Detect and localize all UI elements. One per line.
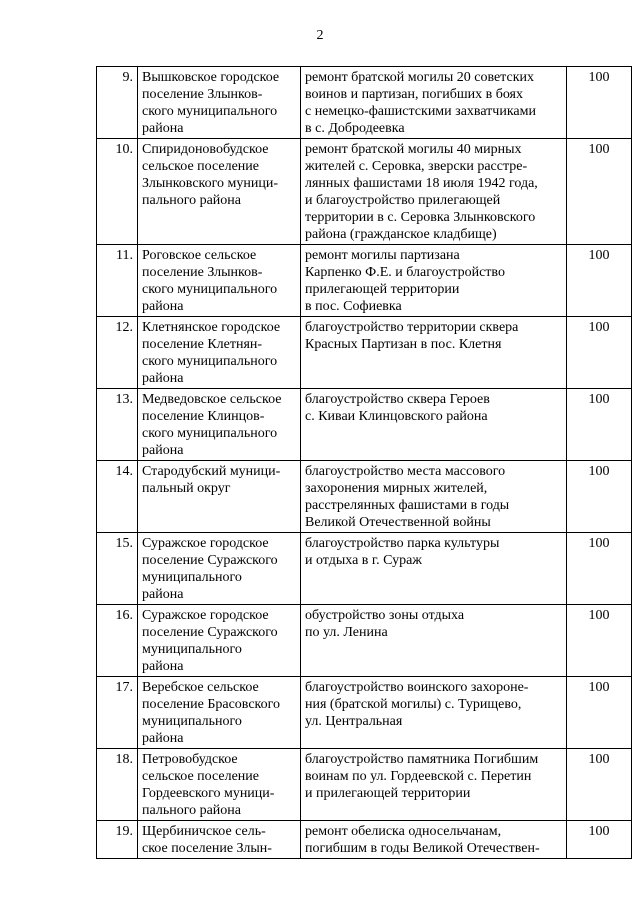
row-number: 12. (97, 317, 138, 389)
table-row (97, 677, 632, 749)
settlement-name: Суражское городское поселение Суражского муниципального района (138, 605, 301, 677)
settlement-name: Роговское сельское поселение Злынков- ского муниципального района (138, 245, 301, 317)
settlement-name: Клетнянское городское поселение Клетнян- ского муниципального района (138, 317, 301, 389)
row-number: 19. (97, 821, 138, 859)
project-description: ремонт братской могилы 20 советских воинов и партизан, погибших в боях с немецко-фашистскими захватчиками в с. Добродеевка (301, 67, 567, 139)
project-description: ремонт обелиска односельчанам, погибшим в годы Великой Отечествен- (301, 821, 567, 859)
table-row (97, 749, 632, 821)
table-row (97, 67, 632, 139)
project-description: благоустройство сквера Героев с. Киваи Клинцовского района (301, 389, 567, 461)
amount: 100 (567, 139, 632, 245)
project-description: благоустройство территории сквера Красных Партизан в пос. Клетня (301, 317, 567, 389)
row-number: 17. (97, 677, 138, 749)
table-row (97, 461, 632, 533)
row-number: 16. (97, 605, 138, 677)
project-description: обустройство зоны отдыха по ул. Ленина (301, 605, 567, 677)
projects-table (96, 66, 632, 859)
row-number: 11. (97, 245, 138, 317)
table-row (97, 821, 632, 859)
settlement-name: Стародубский муници- пальный округ (138, 461, 301, 533)
page-number: 2 (316, 28, 324, 43)
project-description: благоустройство места массового захоронения мирных жителей, расстрелянных фашистами в годы Великой Отечественной войны (301, 461, 567, 533)
amount: 100 (567, 605, 632, 677)
table-row (97, 533, 632, 605)
amount: 100 (567, 67, 632, 139)
settlement-name: Щербиничское сель- ское поселение Злын- (138, 821, 301, 859)
project-description: благоустройство парка культуры и отдыха в г. Сураж (301, 533, 567, 605)
settlement-name: Вышковское городское поселение Злынков- ского муниципального района (138, 67, 301, 139)
table-row (97, 139, 632, 245)
settlement-name: Веребское сельское поселение Брасовского муниципального района (138, 677, 301, 749)
settlement-name: Спиридоновобудское сельское поселение Злынковского муници- пального района (138, 139, 301, 245)
amount: 100 (567, 749, 632, 821)
table-row (97, 605, 632, 677)
row-number: 18. (97, 749, 138, 821)
settlement-name: Суражское городское поселение Суражского муниципального района (138, 533, 301, 605)
project-description: ремонт братской могилы 40 мирных жителей с. Серовка, зверски расстре- лянных фашистами 18 июля 1942 года, и благоустройство прилегающей территории в с. Серовка Злынковского района (гражданское кладбище) (301, 139, 567, 245)
amount: 100 (567, 317, 632, 389)
project-description: благоустройство памятника Погибшим воинам по ул. Гордеевской с. Перетин и прилегающей территории (301, 749, 567, 821)
amount: 100 (567, 533, 632, 605)
row-number: 14. (97, 461, 138, 533)
amount: 100 (567, 677, 632, 749)
amount: 100 (567, 461, 632, 533)
row-number: 15. (97, 533, 138, 605)
settlement-name: Медведовское сельское поселение Клинцов- ского муниципального района (138, 389, 301, 461)
row-number: 9. (97, 67, 138, 139)
amount: 100 (567, 245, 632, 317)
amount: 100 (567, 821, 632, 859)
table-row (97, 389, 632, 461)
settlement-name: Петровобудское сельское поселение Гордеевского муници- пального района (138, 749, 301, 821)
row-number: 13. (97, 389, 138, 461)
project-description: ремонт могилы партизана Карпенко Ф.Е. и благоустройство прилегающей территории в пос. Софиевка (301, 245, 567, 317)
row-number: 10. (97, 139, 138, 245)
project-description: благоустройство воинского захороне- ния (братской могилы) с. Турищево, ул. Центральная (301, 677, 567, 749)
table-row (97, 317, 632, 389)
amount: 100 (567, 389, 632, 461)
table-row (97, 245, 632, 317)
